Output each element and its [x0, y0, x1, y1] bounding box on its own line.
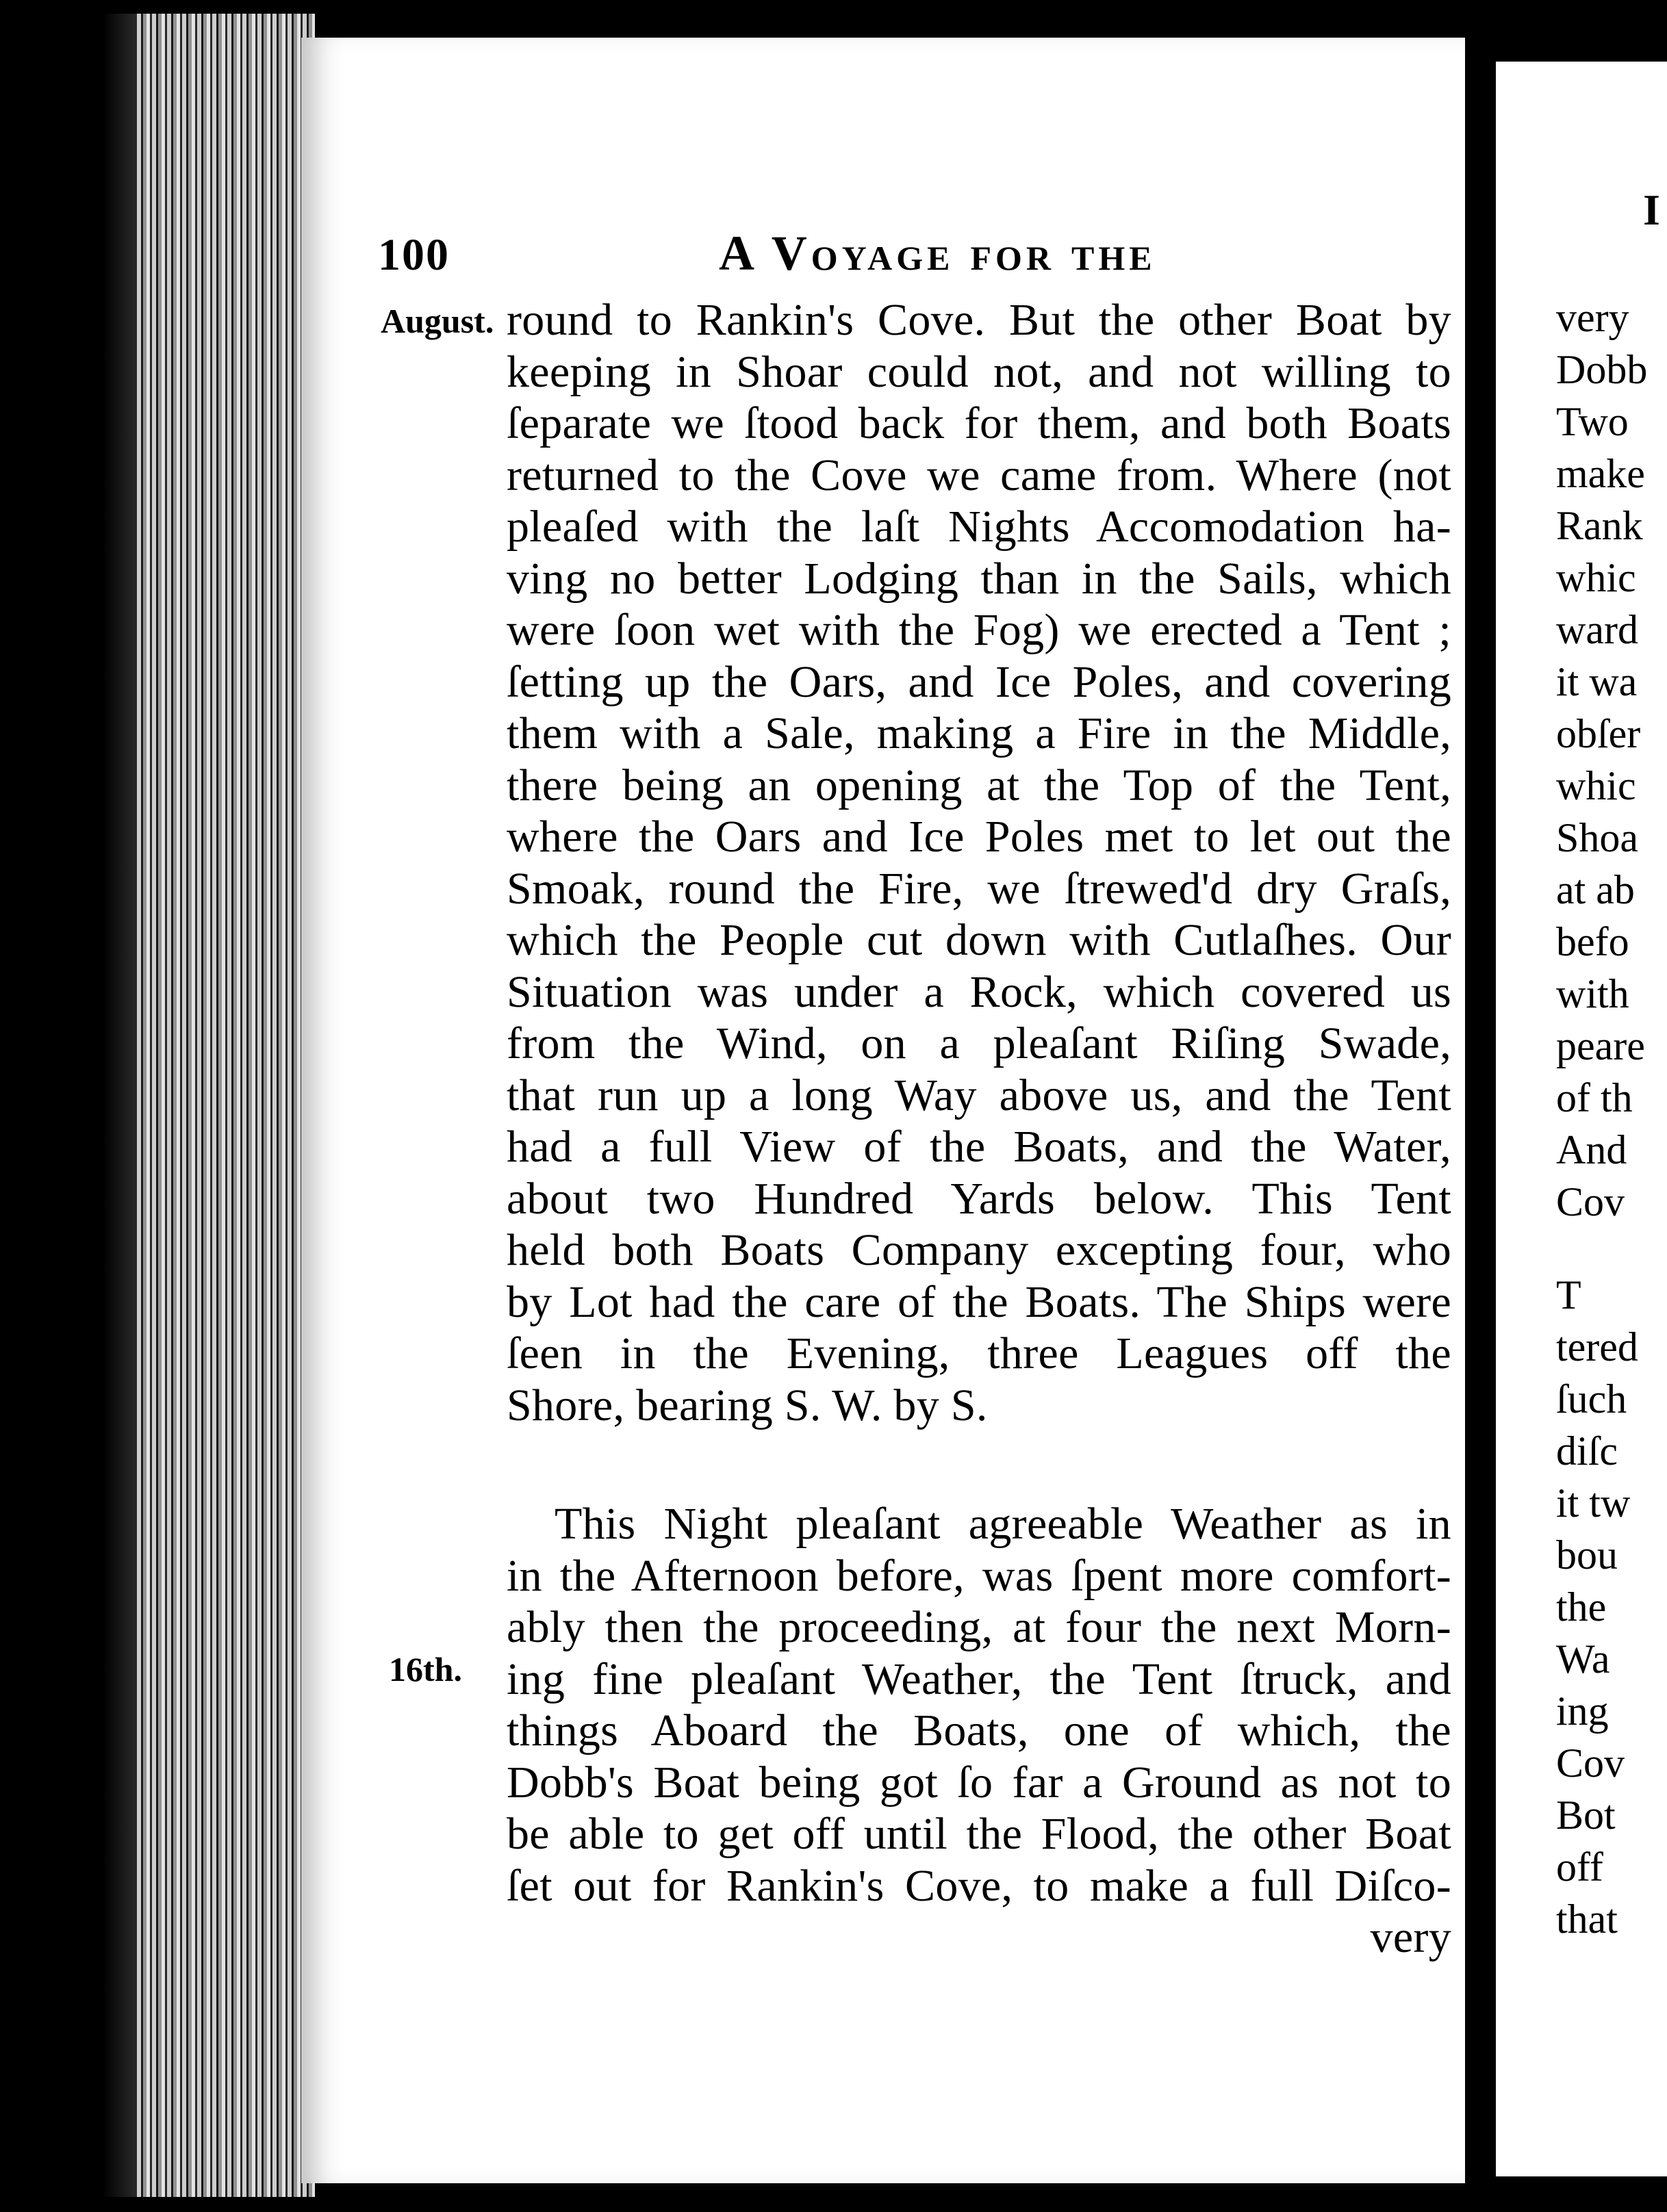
right-page-line: Rank	[1556, 503, 1643, 548]
text-line: round to Rankin's Cove. But the other Boat by	[507, 295, 1451, 345]
right-page-line: whic	[1556, 555, 1636, 600]
text-line: ſet out for Rankin's Cove, to make a full Diſco-	[507, 1860, 1451, 1911]
text-line: where the Oars and Ice Poles met to let out the	[507, 812, 1451, 862]
text-line: there being an opening at the Top of the Tent,	[507, 760, 1451, 810]
margin-note-month: August.	[381, 302, 494, 340]
right-page-line: Two	[1556, 399, 1629, 444]
text-line: held both Boats Company excepting four, who	[507, 1225, 1451, 1275]
right-page-line: with	[1556, 971, 1629, 1016]
text-line: in the Afternoon before, was ſpent more comfort-	[507, 1550, 1451, 1601]
right-page-line: Bot	[1556, 1792, 1616, 1838]
right-page-line: of th	[1556, 1075, 1633, 1120]
text-line: ſeparate we ſtood back for them, and both Boats	[507, 398, 1451, 448]
right-page-line: diſc	[1556, 1428, 1618, 1474]
text-line: from the Wind, on a pleaſant Riſing Swade,	[507, 1018, 1451, 1068]
text-line: Shore, bearing S. W. by S.	[507, 1380, 988, 1430]
right-page-line: it wa	[1556, 659, 1638, 704]
text-line: returned to the Cove we came from. Where (not	[507, 450, 1451, 500]
right-page-line: at ab	[1556, 867, 1635, 912]
right-page-fragment	[1496, 62, 1667, 2176]
text-line: Dobb's Boat being got ſo far a Ground as not to	[507, 1757, 1451, 1808]
right-page-line: Shoa	[1556, 815, 1638, 860]
right-page-line: obſer	[1556, 711, 1641, 756]
text-line: pleaſed with the laſt Nights Accomodation ha-	[507, 502, 1451, 552]
text-line: about two Hundred Yards below. This Tent	[507, 1173, 1451, 1224]
right-page-line: off	[1556, 1844, 1603, 1890]
right-page-line: ward	[1556, 607, 1638, 652]
right-page-head: I	[1643, 185, 1660, 234]
text-line: ably then the proceeding, at four the next Morn-	[507, 1602, 1451, 1652]
right-page-line: very	[1556, 295, 1629, 340]
paragraph-gap	[507, 1431, 1451, 1498]
text-line: them with a Sale, making a Fire in the Middle,	[507, 708, 1451, 758]
text-line: were ſoon wet with the Fog) we erected a Tent ;	[507, 605, 1451, 655]
right-page-line: Dobb	[1556, 347, 1648, 392]
text-line: ing fine pleaſant Weather, the Tent ſtruck, and	[507, 1654, 1451, 1704]
right-page-line: Cov	[1556, 1179, 1625, 1224]
text-line: Situation was under a Rock, which covered us	[507, 966, 1451, 1017]
right-page-line: befo	[1556, 919, 1629, 964]
left-page	[301, 38, 1465, 2183]
text-line: ving no better Lodging than in the Sails, which	[507, 553, 1451, 604]
right-page-line: whic	[1556, 763, 1636, 808]
right-page-line: it tw	[1556, 1480, 1631, 1526]
right-page-line: the	[1556, 1584, 1607, 1630]
right-page-line: Cov	[1556, 1740, 1625, 1786]
right-page-line: tered	[1556, 1324, 1638, 1369]
right-page-line: T	[1556, 1272, 1581, 1317]
right-page-line: make	[1556, 451, 1645, 496]
right-page-line: Wa	[1556, 1636, 1610, 1682]
stacked-page-edges	[137, 14, 315, 2197]
right-page-line: And	[1556, 1127, 1627, 1172]
running-head: A Voyage for the	[719, 226, 1156, 281]
text-line: keeping in Shoar could not, and not willing to	[507, 346, 1451, 397]
text-line: be able to get off until the Flood, the other Boat	[507, 1809, 1451, 1859]
text-line: This Night pleaſant agreeable Weather as in	[555, 1499, 1451, 1549]
right-page-line: bou	[1556, 1532, 1618, 1578]
text-line: ſetting up the Oars, and Ice Poles, and covering	[507, 656, 1451, 707]
margin-note-day: 16th.	[389, 1650, 462, 1688]
right-page-line: ing	[1556, 1688, 1609, 1734]
body-text	[507, 294, 1451, 1964]
right-page-line: that	[1556, 1896, 1618, 1942]
right-page-line: ſuch	[1556, 1376, 1627, 1422]
page-number: 100	[378, 230, 450, 280]
right-page-line: peare	[1556, 1023, 1645, 1068]
text-line: which the People cut down with Cutlaſhes. Our	[507, 915, 1451, 965]
text-line: that run up a long Way above us, and the Tent	[507, 1070, 1451, 1120]
catchword: very	[1370, 1912, 1451, 1962]
text-line: Smoak, round the Fire, we ſtrewed'd dry Graſs,	[507, 863, 1451, 914]
text-line: things Aboard the Boats, one of which, the	[507, 1706, 1451, 1756]
page-header	[301, 209, 1465, 291]
text-line: by Lot had the care of the Boats. The Ships were	[507, 1276, 1451, 1327]
text-line: had a full View of the Boats, and the Water,	[507, 1122, 1451, 1172]
text-line: ſeen in the Evening, three Leagues off the	[507, 1328, 1451, 1378]
